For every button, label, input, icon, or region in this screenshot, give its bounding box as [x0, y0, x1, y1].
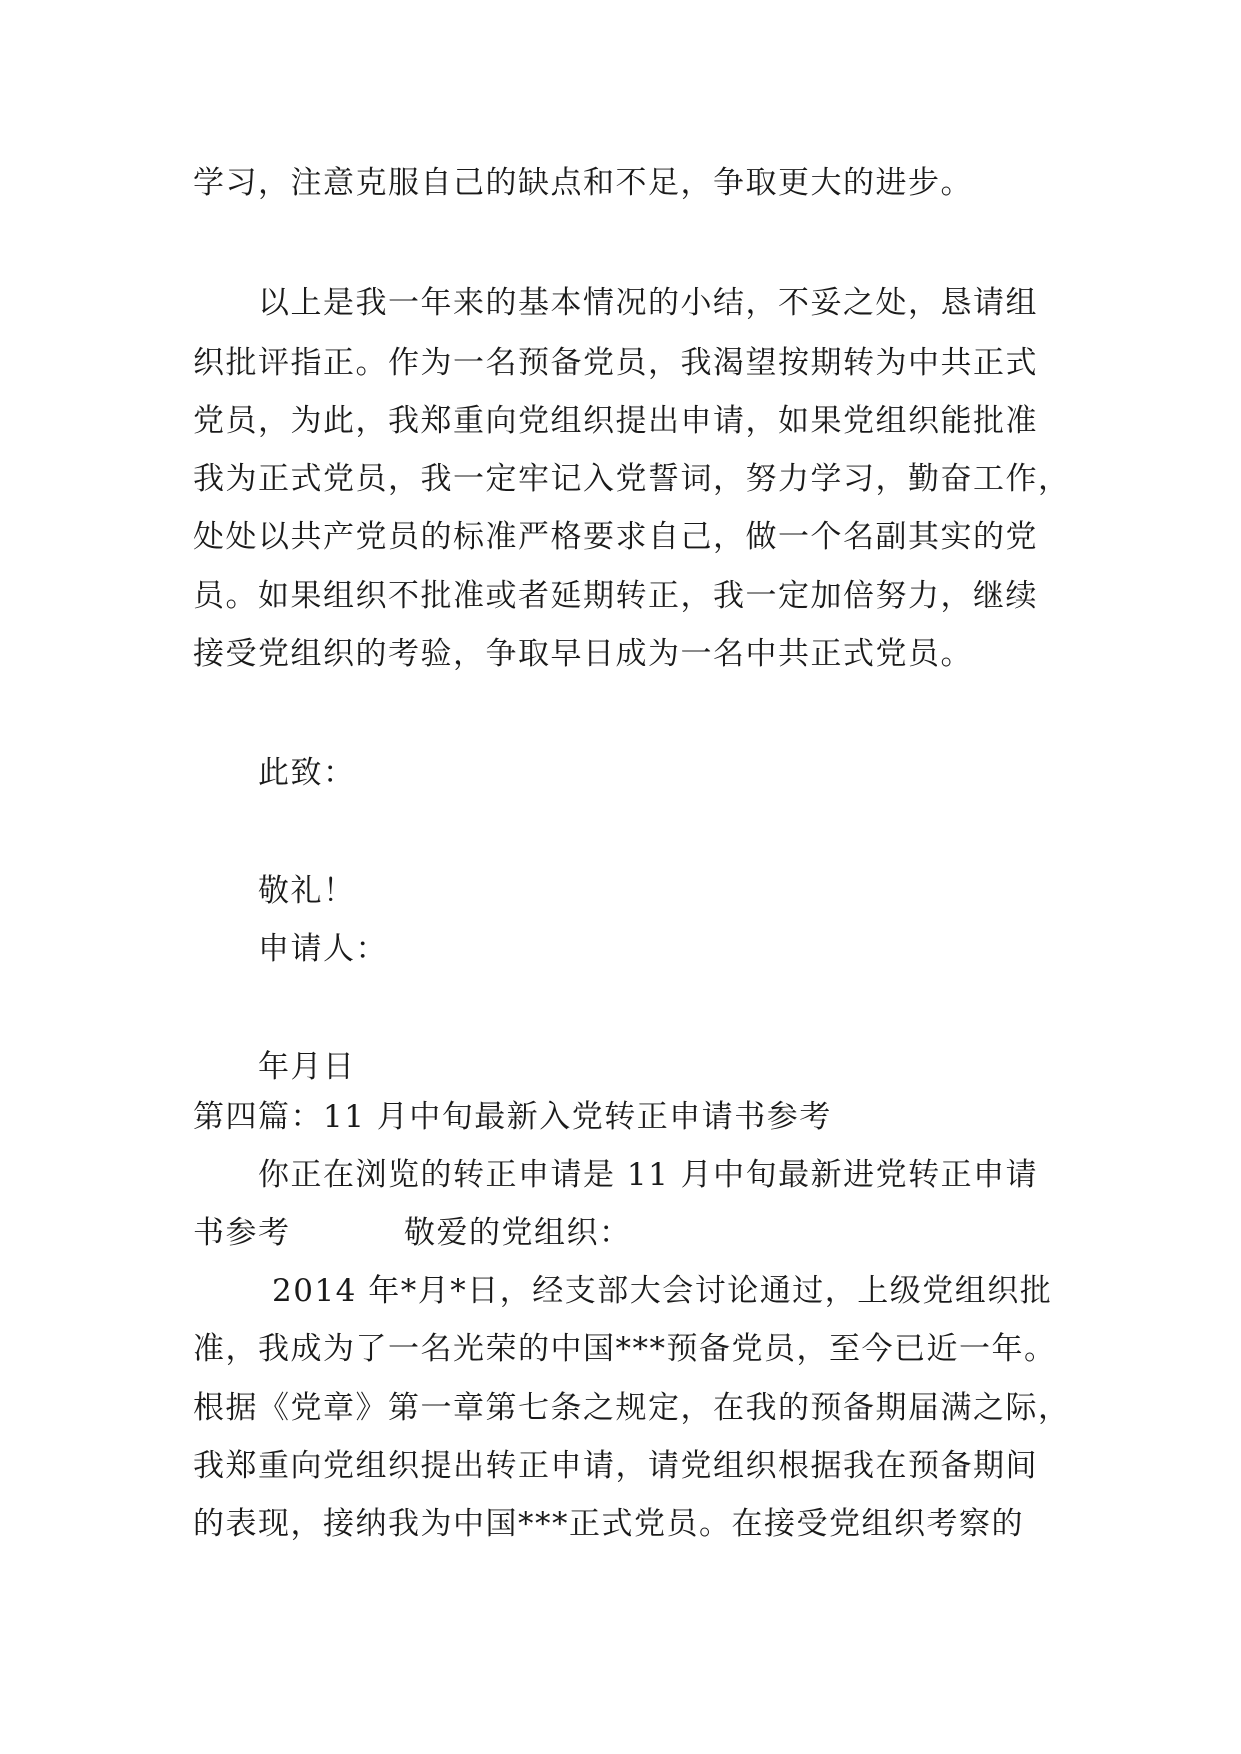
paragraph-line: 书参考 敬爱的党组织：: [193, 1215, 632, 1251]
paragraph-line: 员。如果组织不批准或者延期转正，我一定加倍努力，继续: [193, 578, 1038, 614]
paragraph-line: 根据《党章》第一章第七条之规定，在我的预备期届满之际，: [193, 1390, 1071, 1426]
closing-regards: 敬礼！: [258, 873, 356, 909]
section-heading: 第四篇：11 月中旬最新入党转正申请书参考: [193, 1099, 832, 1135]
closing-salutation: 此致：: [258, 755, 356, 791]
paragraph-line: 处处以共产党员的标准严格要求自己，做一个名副其实的党: [193, 519, 1038, 555]
paragraph-line: 织批评指正。作为一名预备党员，我渴望按期转为中共正式: [193, 345, 1038, 381]
paragraph-line: 党员，为此，我郑重向党组织提出申请，如果党组织能批准: [193, 403, 1038, 439]
paragraph-line: 以上是我一年来的基本情况的小结，不妥之处，恳请组: [258, 285, 1038, 321]
paragraph-line: 2014 年*月*日，经支部大会讨论通过，上级党组织批: [272, 1273, 1053, 1309]
paragraph-line: 我为正式党员，我一定牢记入党誓词，努力学习，勤奋工作，: [193, 461, 1071, 497]
paragraph-line: 准，我成为了一名光荣的中国***预备党员，至今已近一年。: [193, 1331, 1057, 1367]
applicant-label: 申请人：: [258, 931, 388, 967]
paragraph-line: 学习，注意克服自己的缺点和不足，争取更大的进步。: [193, 165, 973, 201]
date-label: 年月日: [258, 1049, 356, 1085]
paragraph-line: 你正在浏览的转正申请是 11 月中旬最新进党转正申请: [258, 1157, 1039, 1193]
paragraph-line: 接受党组织的考验，争取早日成为一名中共正式党员。: [193, 636, 973, 672]
paragraph-line: 我郑重向党组织提出转正申请，请党组织根据我在预备期间: [193, 1448, 1038, 1484]
paragraph-line: 的表现，接纳我为中国***正式党员。在接受党组织考察的: [193, 1506, 1024, 1542]
